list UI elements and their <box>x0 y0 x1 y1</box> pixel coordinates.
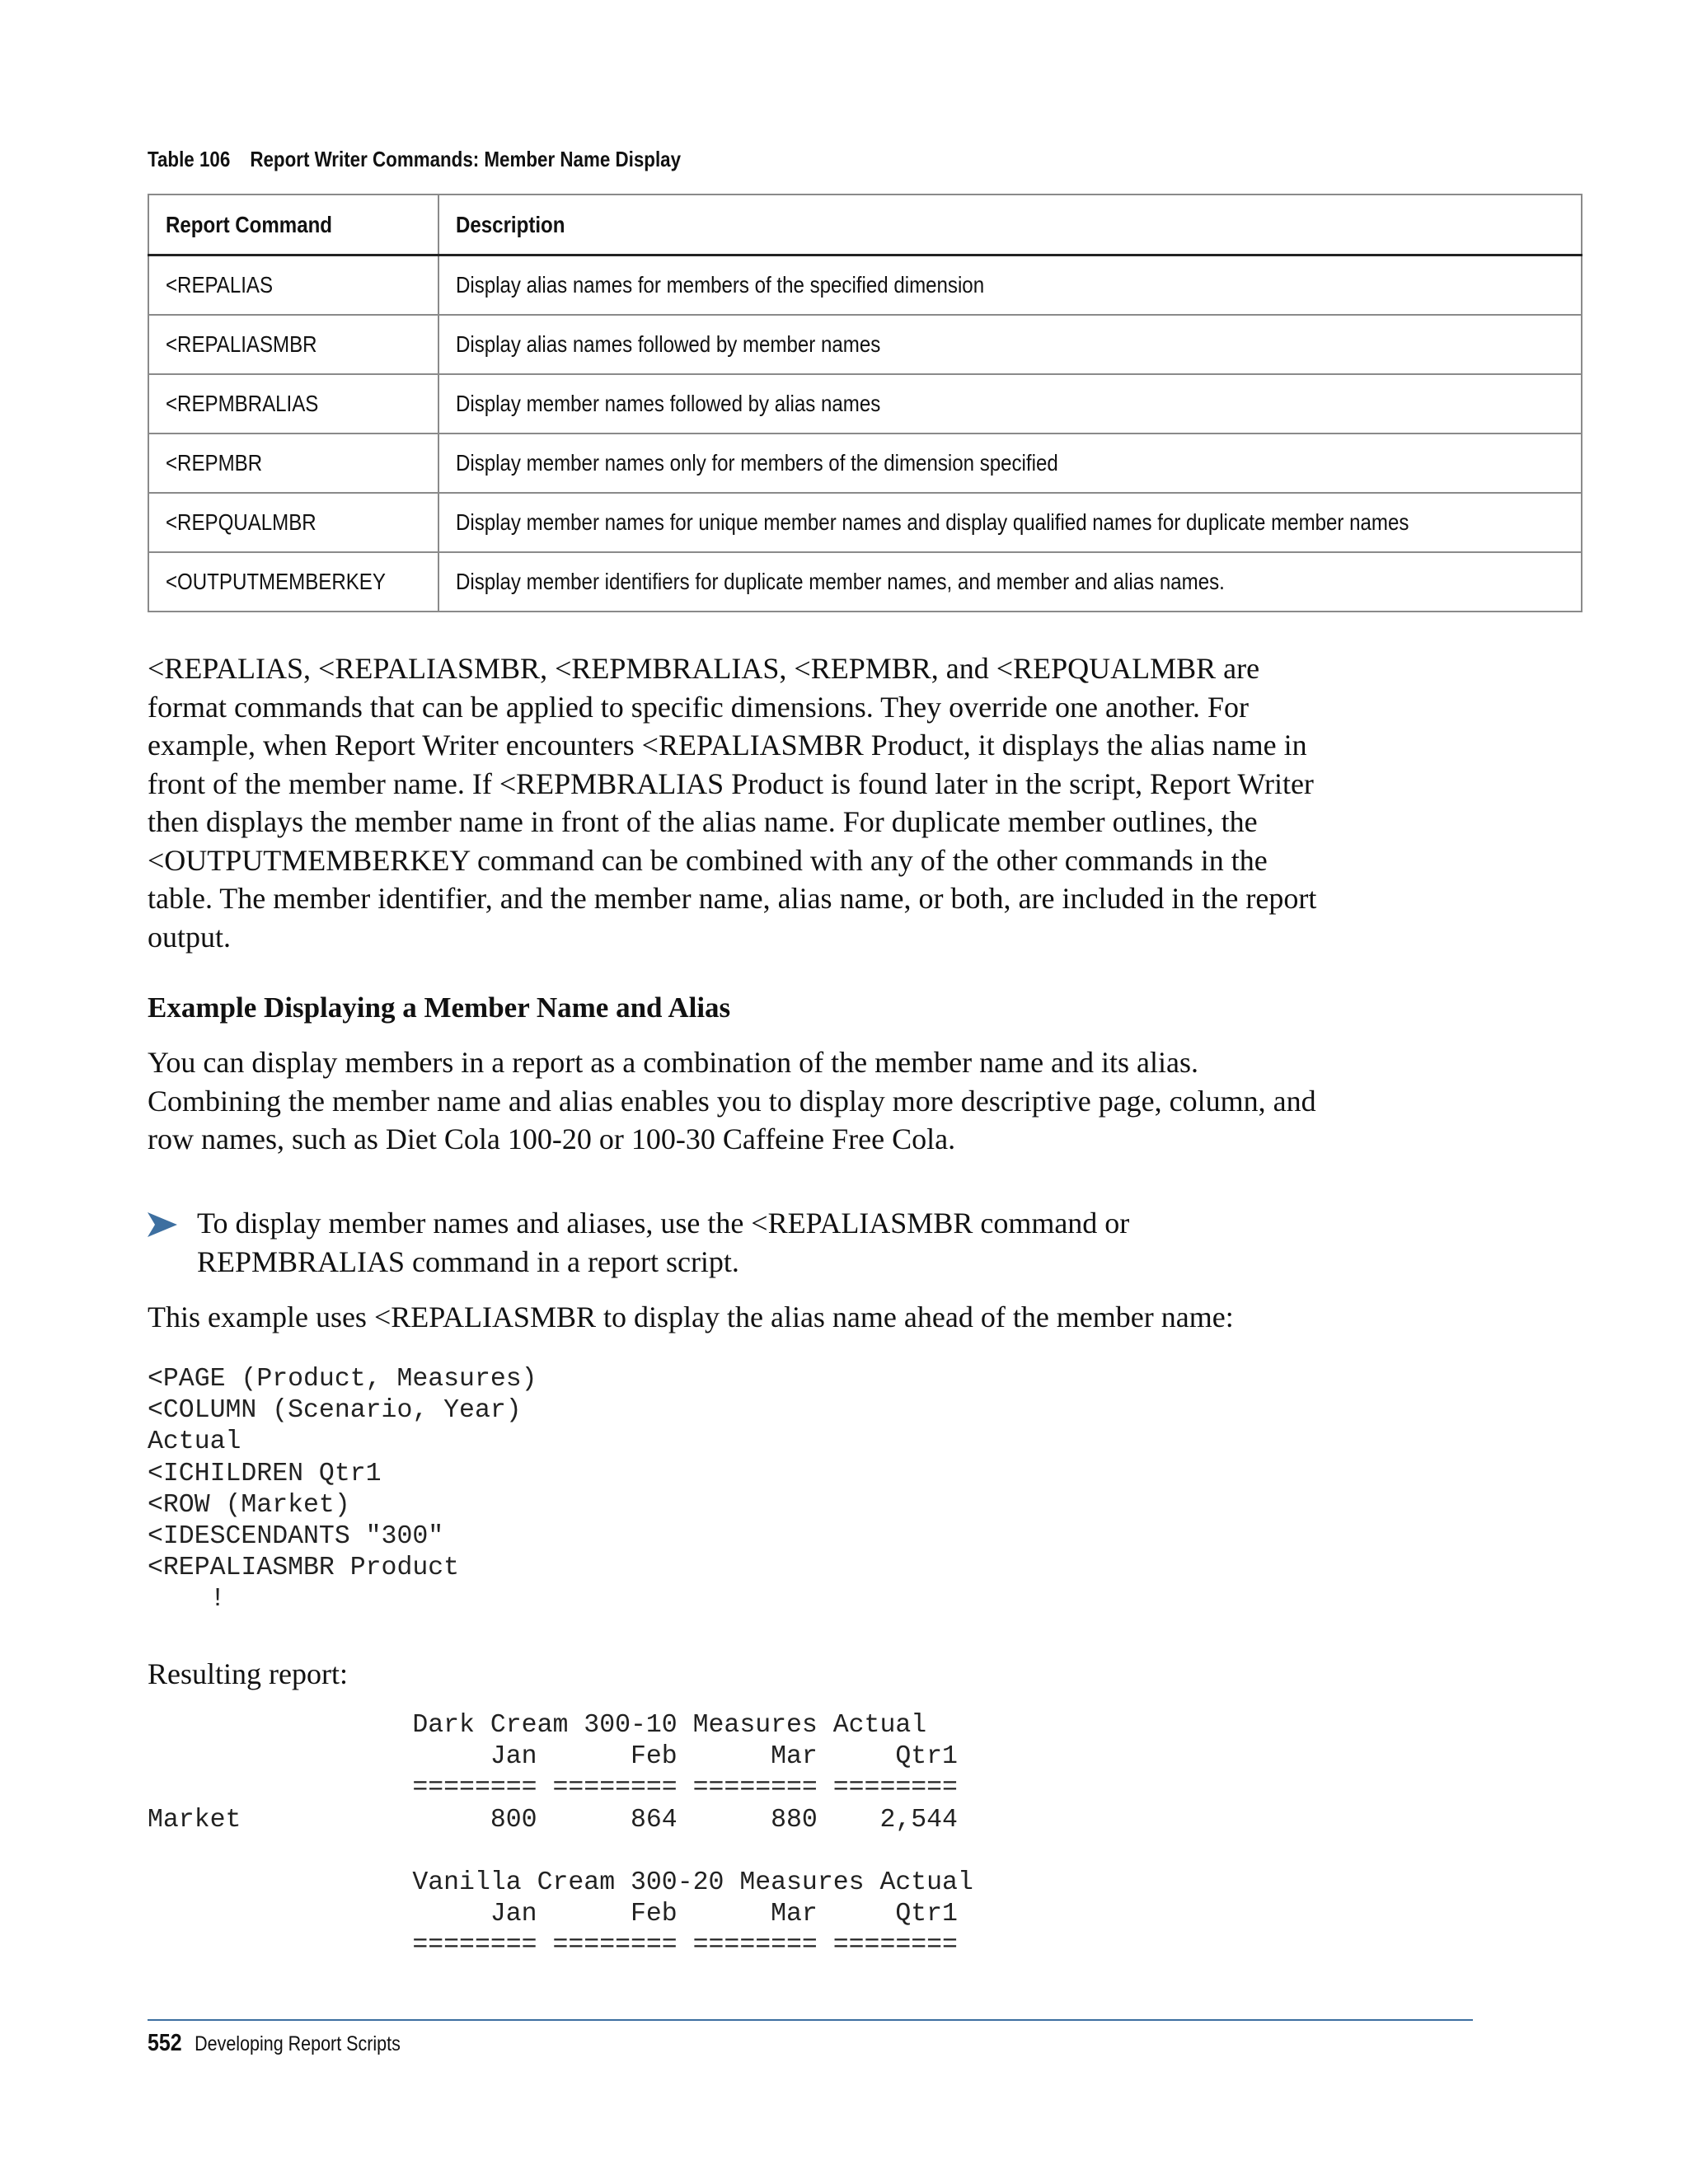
table-caption <box>148 147 681 172</box>
page-number: 552 <box>148 2030 182 2056</box>
table-header-row <box>148 194 1582 255</box>
footer-section-title: Developing Report Scripts <box>195 2032 401 2055</box>
table-row <box>148 255 1582 316</box>
command-cell: <REPMBR <box>148 434 438 493</box>
command-cell: <REPALIASMBR <box>148 315 438 374</box>
resulting-report-label: Resulting report: <box>148 1657 348 1690</box>
description-cell: Display alias names for members of the specified dimension <box>438 255 1582 316</box>
table-title: Report Writer Commands: Member Name Display <box>250 147 682 171</box>
intro-paragraph: <REPALIAS, <REPALIASMBR, <REPMBRALIAS, <REPMBR, and <REPQUALMBR are format commands that can be applied to specific dimensions. They override one another. For example, when Report Writer encounters <REPALIASMBR Product, it displays the alias name in front of the member name. If <REPMBRALIAS Product is found later in the script, Report Writer then displays the member name in front of the alias name. For duplicate member outlines, the <OUTPUTMEMBERKEY command can be combined with any of the other commands in the table. The member identifier, and the member name, alias name, or both, are included in the report output. <box>148 652 1317 954</box>
header-description: Description <box>438 194 1582 255</box>
arrow-right-icon <box>148 1212 177 1237</box>
description-cell: Display member names only for members of the dimension specified <box>438 434 1582 493</box>
table-row <box>148 374 1582 434</box>
page-footer <box>148 2030 401 2057</box>
table-row <box>148 434 1582 493</box>
table-row <box>148 315 1582 374</box>
description-cell: Display member names for unique member names and display qualified names for duplicate member names <box>438 493 1582 552</box>
report-script-code: <PAGE (Product, Measures) <COLUMN (Scenario, Year) Actual <ICHILDREN Qtr1 <ROW (Market) <IDESCENDANTS "300" <REPALIASMBR Product ! <box>148 1365 537 1615</box>
example-uses-paragraph: This example uses <REPALIASMBR to display the alias name ahead of the member name: <box>148 1301 1234 1333</box>
step-text: To display member names and aliases, use the <REPALIASMBR command or REPMBRALIAS command in a report script. <box>197 1207 1130 1278</box>
table-row <box>148 493 1582 552</box>
table-number: Table 106 <box>148 147 231 171</box>
resulting-report-output: Dark Cream 300-10 Measures Actual Jan Feb Mar Qtr1 ======== ======== ======== ======== Market 800 864 880 2,544 Vanilla Cream 300-20 Measures Actual Jan Feb Mar Qtr1 ======== ======== ======== ======== <box>148 1711 973 1961</box>
description-cell: Display member identifiers for duplicate member names, and member and alias names. <box>438 552 1582 612</box>
example-intro-paragraph: You can display members in a report as a combination of the member name and its alias. Combining the member name and alias enables you to display more descriptive page, column, and row names, such as Diet Cola 100-20 or 100-30 Caffeine Free Cola. <box>148 1046 1316 1155</box>
commands-table <box>148 194 1582 612</box>
procedure-step <box>148 1204 1318 1281</box>
description-cell: Display alias names followed by member names <box>438 315 1582 374</box>
description-cell: Display member names followed by alias names <box>438 374 1582 434</box>
command-cell: <OUTPUTMEMBERKEY <box>148 552 438 612</box>
command-cell: <REPQUALMBR <box>148 493 438 552</box>
command-cell: <REPALIAS <box>148 255 438 316</box>
section-heading: Example Displaying a Member Name and Alias <box>148 991 731 1024</box>
command-cell: <REPMBRALIAS <box>148 374 438 434</box>
header-report-command: Report Command <box>148 194 438 255</box>
table-row <box>148 552 1582 612</box>
footer-divider <box>148 2019 1473 2021</box>
